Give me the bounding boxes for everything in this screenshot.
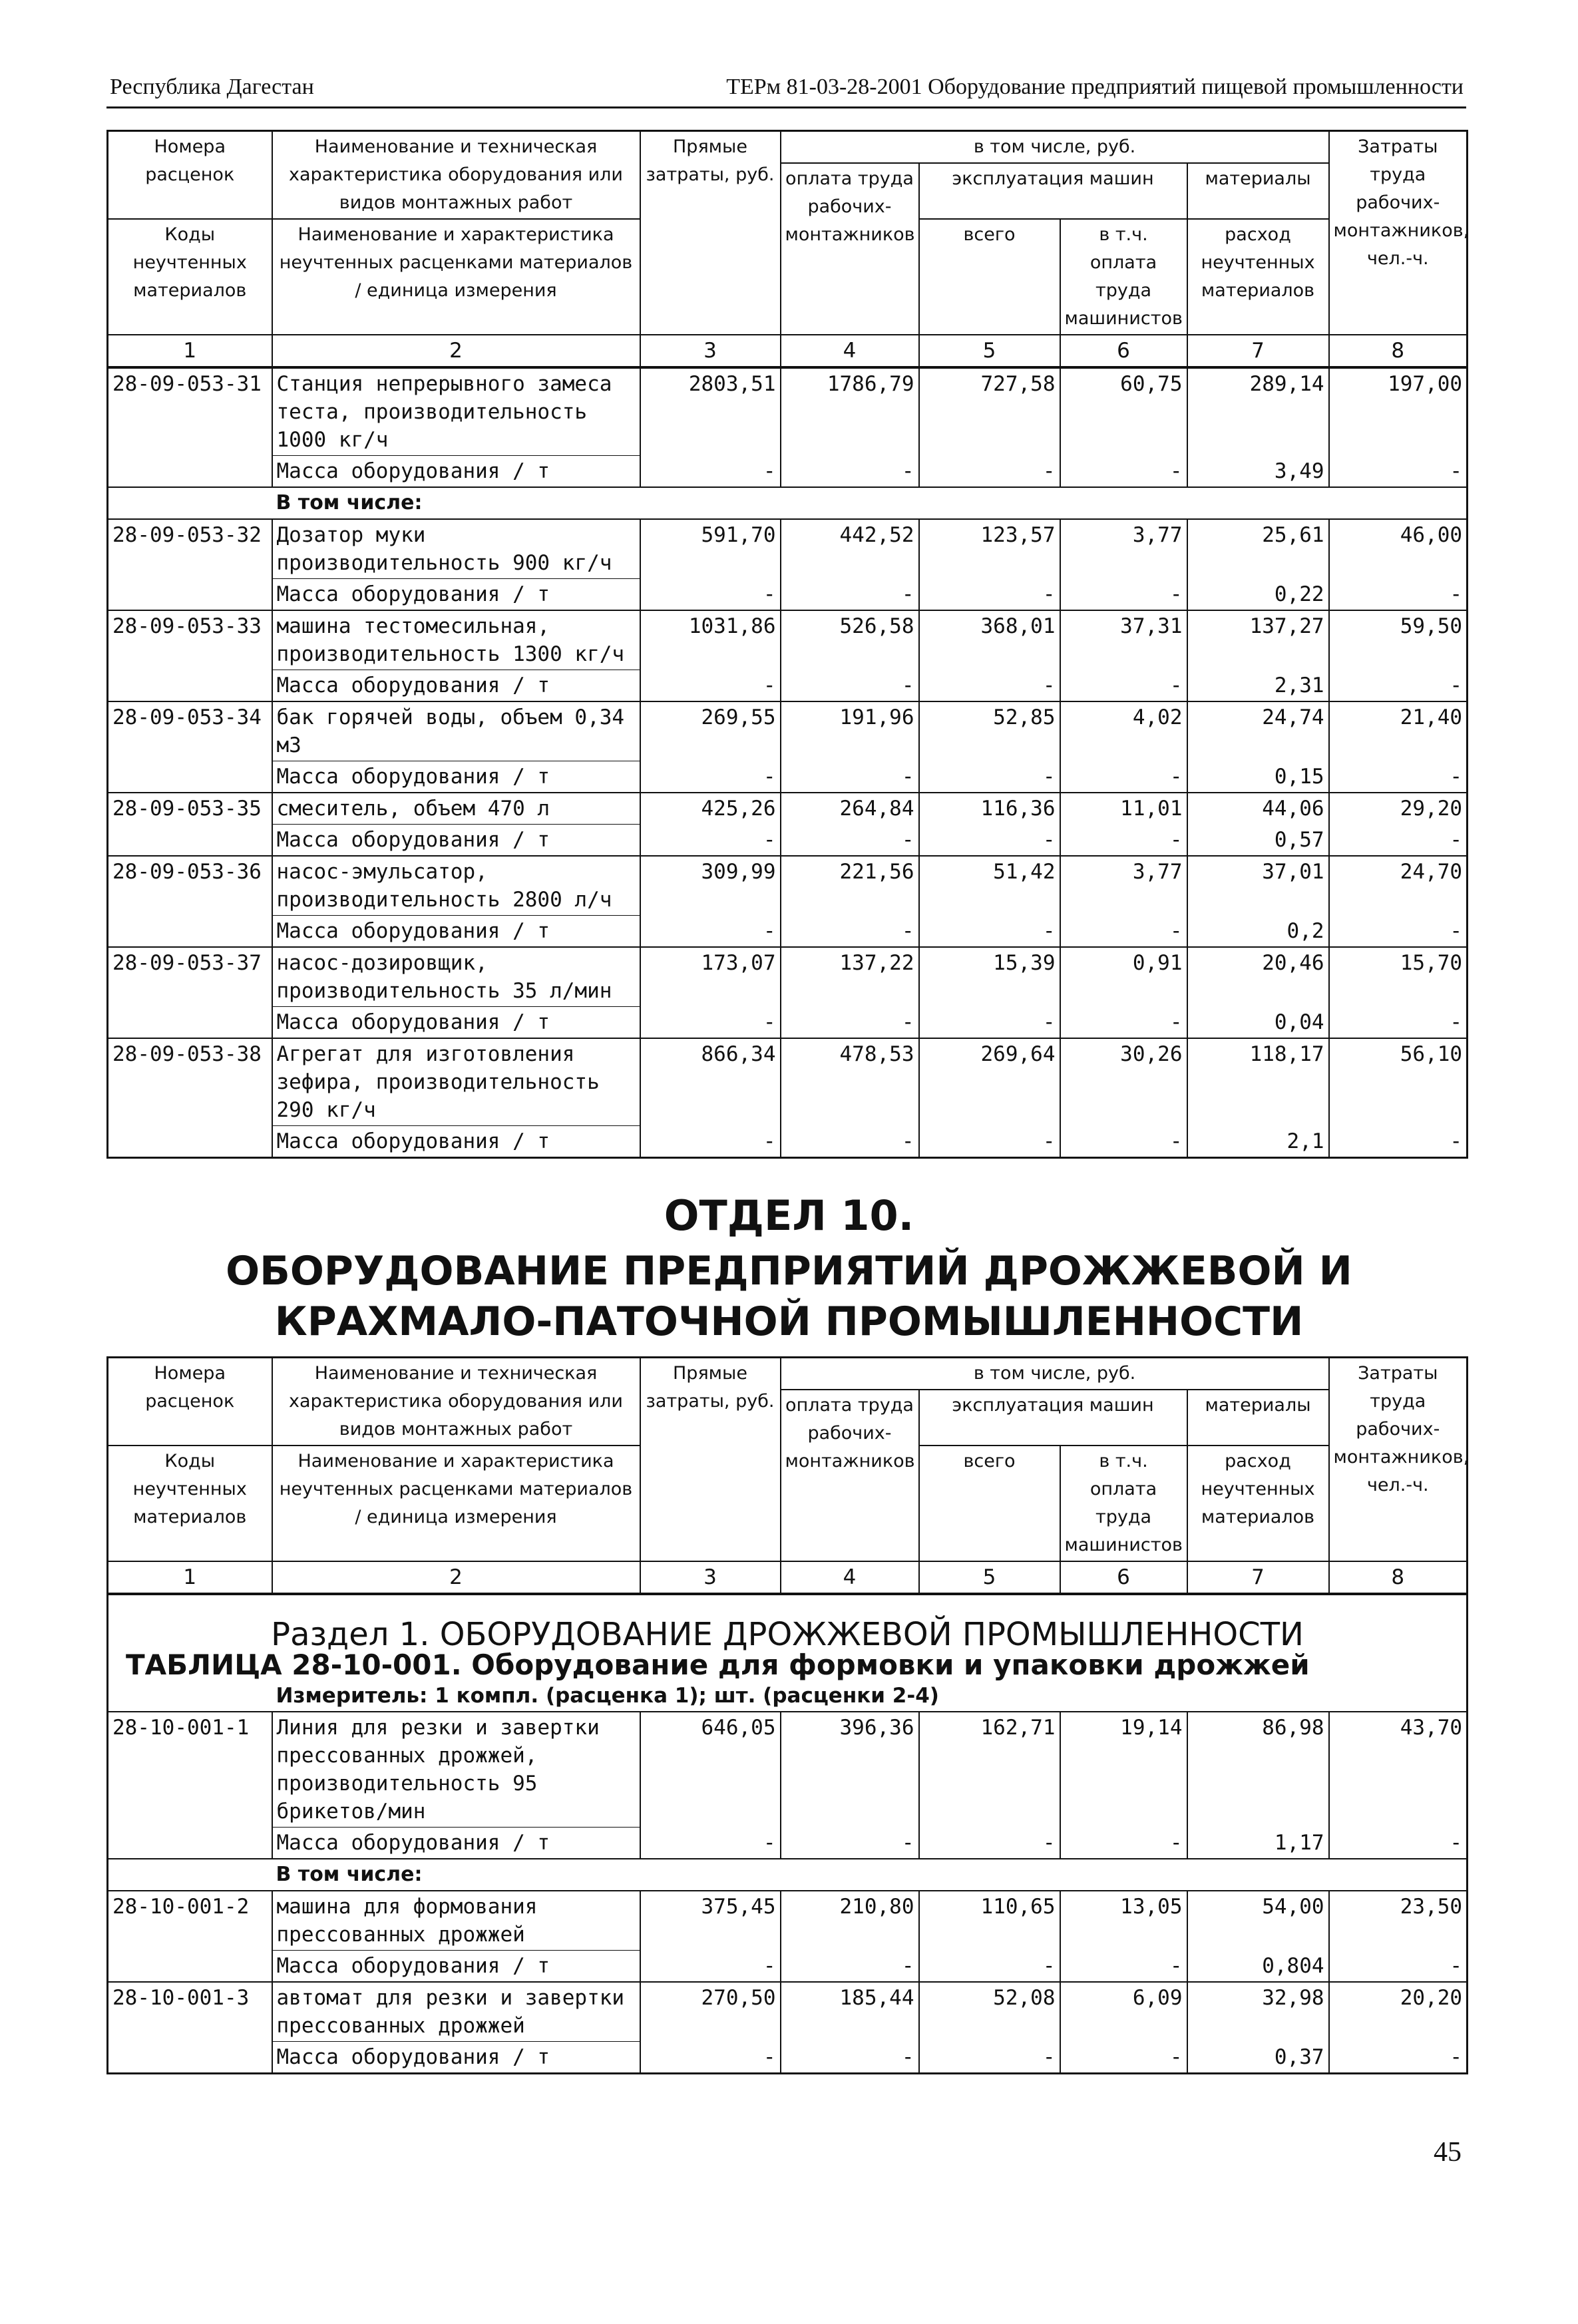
value-cell: 3,49: [1187, 456, 1329, 488]
mass-label: Масса оборудования / т: [272, 1007, 640, 1039]
mass-label: Масса оборудования / т: [272, 825, 640, 857]
subsection-header: [108, 1594, 1468, 1712]
value-cell: 43,70: [1329, 1712, 1468, 1828]
value-cell: 46,00: [1329, 519, 1468, 579]
value-cell: 21,40: [1329, 701, 1468, 761]
table-row: [108, 701, 1468, 761]
rate-code: 28-09-053-31: [108, 367, 272, 456]
col-number: 4: [781, 335, 919, 367]
equipment-name: Агрегат для изготовления зефира, производительность 290 кг/ч: [272, 1038, 640, 1126]
value-cell: -: [919, 1007, 1060, 1039]
value-cell: -: [781, 2042, 919, 2074]
value-cell: 24,74: [1187, 701, 1329, 761]
value-cell: 221,56: [781, 856, 919, 916]
col-number: 6: [1060, 1561, 1187, 1594]
col-number: 5: [919, 335, 1060, 367]
value-cell: -: [781, 1828, 919, 1859]
header-direct-costs: Прямые затраты, руб.: [640, 131, 781, 335]
value-cell: 37,01: [1187, 856, 1329, 916]
table-row: [108, 856, 1468, 916]
equipment-name: Линия для резки и завертки прессованных дрожжей, производительность 95 брикетов/мин: [272, 1712, 640, 1828]
table-row: [108, 1891, 1468, 1951]
value-cell: -: [919, 670, 1060, 702]
header-worker-pay: оплата труда рабочих-монтажников: [781, 1390, 919, 1561]
value-cell: 478,53: [781, 1038, 919, 1126]
mass-label: Масса оборудования / т: [272, 1951, 640, 1983]
value-cell: 44,06: [1187, 793, 1329, 825]
col-number: 6: [1060, 335, 1187, 367]
equipment-name: машина тестомесильная, производительность 1300 кг/ч: [272, 610, 640, 670]
value-cell: -: [1329, 825, 1468, 857]
mass-row: [108, 670, 1468, 702]
value-cell: -: [1060, 1828, 1187, 1859]
value-cell: 185,44: [781, 1982, 919, 2042]
value-cell: 1031,86: [640, 610, 781, 670]
value-cell: -: [640, 761, 781, 793]
value-cell: -: [919, 916, 1060, 948]
table-header: [108, 131, 1468, 368]
mass-row: [108, 761, 1468, 793]
value-cell: 0,57: [1187, 825, 1329, 857]
value-cell: 32,98: [1187, 1982, 1329, 2042]
value-cell: -: [1060, 916, 1187, 948]
value-cell: 24,70: [1329, 856, 1468, 916]
value-cell: 30,26: [1060, 1038, 1187, 1126]
value-cell: 368,01: [919, 610, 1060, 670]
header-rule: [106, 106, 1466, 108]
value-cell: -: [1060, 1951, 1187, 1983]
table-row: [108, 367, 1468, 456]
header-material-codes: Коды неучтенных материалов: [108, 1446, 272, 1561]
value-cell: -: [1329, 670, 1468, 702]
value-cell: -: [781, 579, 919, 611]
header-material-name: Наименование и характеристика неучтенных расценками материалов / единица измерения: [272, 219, 640, 335]
value-cell: 269,64: [919, 1038, 1060, 1126]
table-body: [108, 1712, 1468, 2074]
value-cell: 116,36: [919, 793, 1060, 825]
value-cell: 0,2: [1187, 916, 1329, 948]
header-worker-pay: оплата труда рабочих-монтажников: [781, 163, 919, 335]
value-cell: 526,58: [781, 610, 919, 670]
value-cell: 110,65: [919, 1891, 1060, 1951]
value-cell: -: [781, 761, 919, 793]
value-cell: 6,09: [1060, 1982, 1187, 2042]
table-row: [108, 947, 1468, 1007]
col-number: 7: [1187, 1561, 1329, 1594]
header-including: в том числе, руб.: [781, 131, 1329, 164]
header-equipment-name: Наименование и техническая характеристика оборудования или видов монтажных работ: [272, 1358, 640, 1446]
table-header: [108, 1358, 1468, 1595]
value-cell: -: [919, 761, 1060, 793]
header-material-consumption: расход неучтенных материалов: [1187, 1446, 1329, 1561]
value-cell: -: [640, 825, 781, 857]
header-machine-total: всего: [919, 1446, 1060, 1561]
value-cell: 646,05: [640, 1712, 781, 1828]
rate-code: 28-10-001-3: [108, 1982, 272, 2042]
mass-row: [108, 825, 1468, 857]
value-cell: -: [781, 1007, 919, 1039]
value-cell: 137,22: [781, 947, 919, 1007]
table-row: [108, 793, 1468, 825]
rate-code: 28-10-001-2: [108, 1891, 272, 1951]
mass-row: [108, 916, 1468, 948]
header-material-codes: Коды неучтенных материалов: [108, 219, 272, 335]
header-equipment-name: Наименование и техническая характеристика оборудования или видов монтажных работ: [272, 131, 640, 220]
equipment-name: автомат для резки и завертки прессованных дрожжей: [272, 1982, 640, 2042]
col-number: 5: [919, 1561, 1060, 1594]
value-cell: 3,77: [1060, 856, 1187, 916]
value-cell: 309,99: [640, 856, 781, 916]
value-cell: 173,07: [640, 947, 781, 1007]
value-cell: 54,00: [1187, 1891, 1329, 1951]
value-cell: 15,70: [1329, 947, 1468, 1007]
value-cell: 59,50: [1329, 610, 1468, 670]
header-machine-operation: эксплуатация машин: [919, 163, 1187, 219]
value-cell: 23,50: [1329, 1891, 1468, 1951]
value-cell: -: [919, 456, 1060, 488]
col-number: 7: [1187, 335, 1329, 367]
value-cell: -: [781, 916, 919, 948]
value-cell: -: [640, 2042, 781, 2074]
value-cell: 4,02: [1060, 701, 1187, 761]
mass-row: [108, 1828, 1468, 1859]
rate-code: 28-09-053-38: [108, 1038, 272, 1126]
value-cell: 0,15: [1187, 761, 1329, 793]
value-cell: -: [781, 670, 919, 702]
equipment-name: насос-эмульсатор, производительность 2800 л/ч: [272, 856, 640, 916]
value-cell: 210,80: [781, 1891, 919, 1951]
value-cell: -: [1329, 1007, 1468, 1039]
mass-label: Масса оборудования / т: [272, 916, 640, 948]
value-cell: -: [1060, 1126, 1187, 1158]
header-document-title: ТЕРм 81-03-28-2001 Оборудование предприятий пищевой промышленности: [726, 75, 1464, 99]
header-machine-operation: эксплуатация машин: [919, 1390, 1187, 1446]
col-number: 8: [1329, 1561, 1468, 1594]
rates-table-1: [106, 130, 1468, 1159]
value-cell: 0,04: [1187, 1007, 1329, 1039]
mass-row: [108, 1007, 1468, 1039]
value-cell: -: [640, 579, 781, 611]
header-region: Республика Дагестан: [110, 75, 314, 99]
value-cell: -: [1329, 2042, 1468, 2074]
value-cell: 727,58: [919, 367, 1060, 456]
value-cell: 1,17: [1187, 1828, 1329, 1859]
value-cell: 3,77: [1060, 519, 1187, 579]
value-cell: -: [919, 2042, 1060, 2074]
value-cell: 442,52: [781, 519, 919, 579]
value-cell: 2803,51: [640, 367, 781, 456]
value-cell: 137,27: [1187, 610, 1329, 670]
header-labor-hours: Затраты труда рабочих-монтажников, чел.-ч.: [1329, 1358, 1468, 1562]
rate-code: 28-10-001-1: [108, 1712, 272, 1828]
value-cell: 13,05: [1060, 1891, 1187, 1951]
value-cell: 591,70: [640, 519, 781, 579]
value-cell: -: [640, 670, 781, 702]
equipment-name: машина для формования прессованных дрожжей: [272, 1891, 640, 1951]
value-cell: 866,34: [640, 1038, 781, 1126]
value-cell: -: [919, 1828, 1060, 1859]
value-cell: 425,26: [640, 793, 781, 825]
table-row: [108, 1982, 1468, 2042]
value-cell: -: [1329, 1828, 1468, 1859]
value-cell: 60,75: [1060, 367, 1187, 456]
col-number: 3: [640, 1561, 781, 1594]
mass-label: Масса оборудования / т: [272, 670, 640, 702]
header-machine-total: всего: [919, 219, 1060, 335]
mass-label: Масса оборудования / т: [272, 579, 640, 611]
value-cell: 270,50: [640, 1982, 781, 2042]
value-cell: -: [1329, 916, 1468, 948]
header-rate-numbers: Номера расценок: [108, 1358, 272, 1446]
section-title-line: КРАХМАЛО-ПАТОЧНОЙ ПРОМЫШЛЕННОСТИ: [274, 1298, 1304, 1345]
value-cell: 25,61: [1187, 519, 1329, 579]
value-cell: -: [1060, 1007, 1187, 1039]
value-cell: 375,45: [640, 1891, 781, 1951]
mass-label: Масса оборудования / т: [272, 1828, 640, 1859]
mass-row: [108, 1951, 1468, 1983]
value-cell: 289,14: [1187, 367, 1329, 456]
mass-row: [108, 1126, 1468, 1158]
value-cell: -: [1060, 825, 1187, 857]
value-cell: -: [1060, 761, 1187, 793]
value-cell: 396,36: [781, 1712, 919, 1828]
col-number: 3: [640, 335, 781, 367]
rate-code: 28-09-053-35: [108, 793, 272, 825]
header-rate-numbers: Номера расценок: [108, 131, 272, 220]
value-cell: 269,55: [640, 701, 781, 761]
mass-label: Масса оборудования / т: [272, 2042, 640, 2074]
value-cell: 0,91: [1060, 947, 1187, 1007]
equipment-name: смеситель, объем 470 л: [272, 793, 640, 825]
section-title-line: ОБОРУДОВАНИЕ ПРЕДПРИЯТИЙ ДРОЖЖЕВОЙ И: [226, 1248, 1352, 1294]
section-number: ОТДЕЛ 10.: [664, 1191, 914, 1240]
equipment-name: Станция непрерывного замеса теста, производительность 1000 кг/ч: [272, 367, 640, 456]
value-cell: 52,85: [919, 701, 1060, 761]
rate-code: 28-09-053-37: [108, 947, 272, 1007]
col-number: 2: [272, 335, 640, 367]
col-number: 2: [272, 1561, 640, 1594]
value-cell: 56,10: [1329, 1038, 1468, 1126]
table-row: [108, 610, 1468, 670]
value-cell: -: [640, 1007, 781, 1039]
value-cell: 20,20: [1329, 1982, 1468, 2042]
value-cell: 191,96: [781, 701, 919, 761]
table-body: [108, 367, 1468, 1158]
value-cell: -: [781, 825, 919, 857]
value-cell: -: [919, 579, 1060, 611]
header-materials: материалы: [1187, 1390, 1329, 1446]
header-materials: материалы: [1187, 163, 1329, 219]
mass-row: [108, 456, 1468, 488]
mass-label: Масса оборудования / т: [272, 456, 640, 488]
including-label: В том числе:: [272, 1859, 1468, 1891]
col-number: 1: [108, 335, 272, 367]
value-cell: -: [1329, 1126, 1468, 1158]
mass-row: [108, 2042, 1468, 2074]
header-labor-hours: Затраты труда рабочих-монтажников, чел.-ч.: [1329, 131, 1468, 335]
value-cell: 37,31: [1060, 610, 1187, 670]
value-cell: 2,1: [1187, 1126, 1329, 1158]
table-row: [108, 1712, 1468, 1828]
rates-table-2: [106, 1356, 1468, 2074]
value-cell: 52,08: [919, 1982, 1060, 2042]
subsection-title: Раздел 1. ОБОРУДОВАНИЕ ДРОЖЖЕВОЙ ПРОМЫШЛЕННОСТИ: [271, 1616, 1304, 1653]
value-cell: 29,20: [1329, 793, 1468, 825]
value-cell: 51,42: [919, 856, 1060, 916]
rate-code: 28-09-053-36: [108, 856, 272, 916]
section-title: [0, 1246, 1578, 1347]
value-cell: 86,98: [1187, 1712, 1329, 1828]
value-cell: -: [1329, 761, 1468, 793]
value-cell: 0,37: [1187, 2042, 1329, 2074]
value-cell: 0,804: [1187, 1951, 1329, 1983]
header-material-consumption: расход неучтенных материалов: [1187, 219, 1329, 335]
table-title: ТАБЛИЦА 28-10-001. Оборудование для формовки и упаковки дрожжей: [126, 1648, 1310, 1681]
col-number: 8: [1329, 335, 1468, 367]
value-cell: -: [781, 1951, 919, 1983]
header-material-name: Наименование и характеристика неучтенных расценками материалов / единица измерения: [272, 1446, 640, 1561]
including-row: [108, 487, 1468, 519]
page-number: 45: [1434, 2137, 1462, 2168]
table-row: [108, 519, 1468, 579]
value-cell: -: [781, 456, 919, 488]
value-cell: 197,00: [1329, 367, 1468, 456]
header-operator-pay: в т.ч. оплата труда машинистов: [1060, 1446, 1187, 1561]
equipment-name: Дозатор муки производительность 900 кг/ч: [272, 519, 640, 579]
mass-row: [108, 579, 1468, 611]
value-cell: -: [781, 1126, 919, 1158]
value-cell: -: [1060, 456, 1187, 488]
value-cell: 19,14: [1060, 1712, 1187, 1828]
including-row: [108, 1859, 1468, 1891]
value-cell: 11,01: [1060, 793, 1187, 825]
equipment-name: бак горячей воды, объем 0,34 м3: [272, 701, 640, 761]
value-cell: -: [640, 1828, 781, 1859]
header-direct-costs: Прямые затраты, руб.: [640, 1358, 781, 1562]
mass-label: Масса оборудования / т: [272, 761, 640, 793]
including-label: В том числе:: [272, 487, 1468, 519]
value-cell: -: [919, 825, 1060, 857]
rate-code: 28-09-053-33: [108, 610, 272, 670]
rate-code: 28-09-053-32: [108, 519, 272, 579]
value-cell: -: [1060, 2042, 1187, 2074]
value-cell: -: [1329, 1951, 1468, 1983]
value-cell: -: [640, 1951, 781, 1983]
mass-label: Масса оборудования / т: [272, 1126, 640, 1158]
value-cell: -: [1060, 670, 1187, 702]
header-including: в том числе, руб.: [781, 1358, 1329, 1390]
header-operator-pay: в т.ч. оплата труда машинистов: [1060, 219, 1187, 335]
value-cell: 2,31: [1187, 670, 1329, 702]
value-cell: -: [640, 1126, 781, 1158]
value-cell: -: [1060, 579, 1187, 611]
value-cell: -: [640, 916, 781, 948]
value-cell: -: [919, 1126, 1060, 1158]
value-cell: 118,17: [1187, 1038, 1329, 1126]
value-cell: 1786,79: [781, 367, 919, 456]
equipment-name: насос-дозировщик, производительность 35 л/мин: [272, 947, 640, 1007]
value-cell: 123,57: [919, 519, 1060, 579]
value-cell: 20,46: [1187, 947, 1329, 1007]
measure-unit: Измеритель: 1 компл. (расценка 1); шт. (расценки 2-4): [276, 1684, 939, 1708]
value-cell: 0,22: [1187, 579, 1329, 611]
rate-code: 28-09-053-34: [108, 701, 272, 761]
value-cell: 162,71: [919, 1712, 1060, 1828]
value-cell: 15,39: [919, 947, 1060, 1007]
value-cell: 264,84: [781, 793, 919, 825]
value-cell: -: [1329, 579, 1468, 611]
col-number: 1: [108, 1561, 272, 1594]
col-number: 4: [781, 1561, 919, 1594]
value-cell: -: [640, 456, 781, 488]
value-cell: -: [919, 1951, 1060, 1983]
value-cell: -: [1329, 456, 1468, 488]
table-row: [108, 1038, 1468, 1126]
